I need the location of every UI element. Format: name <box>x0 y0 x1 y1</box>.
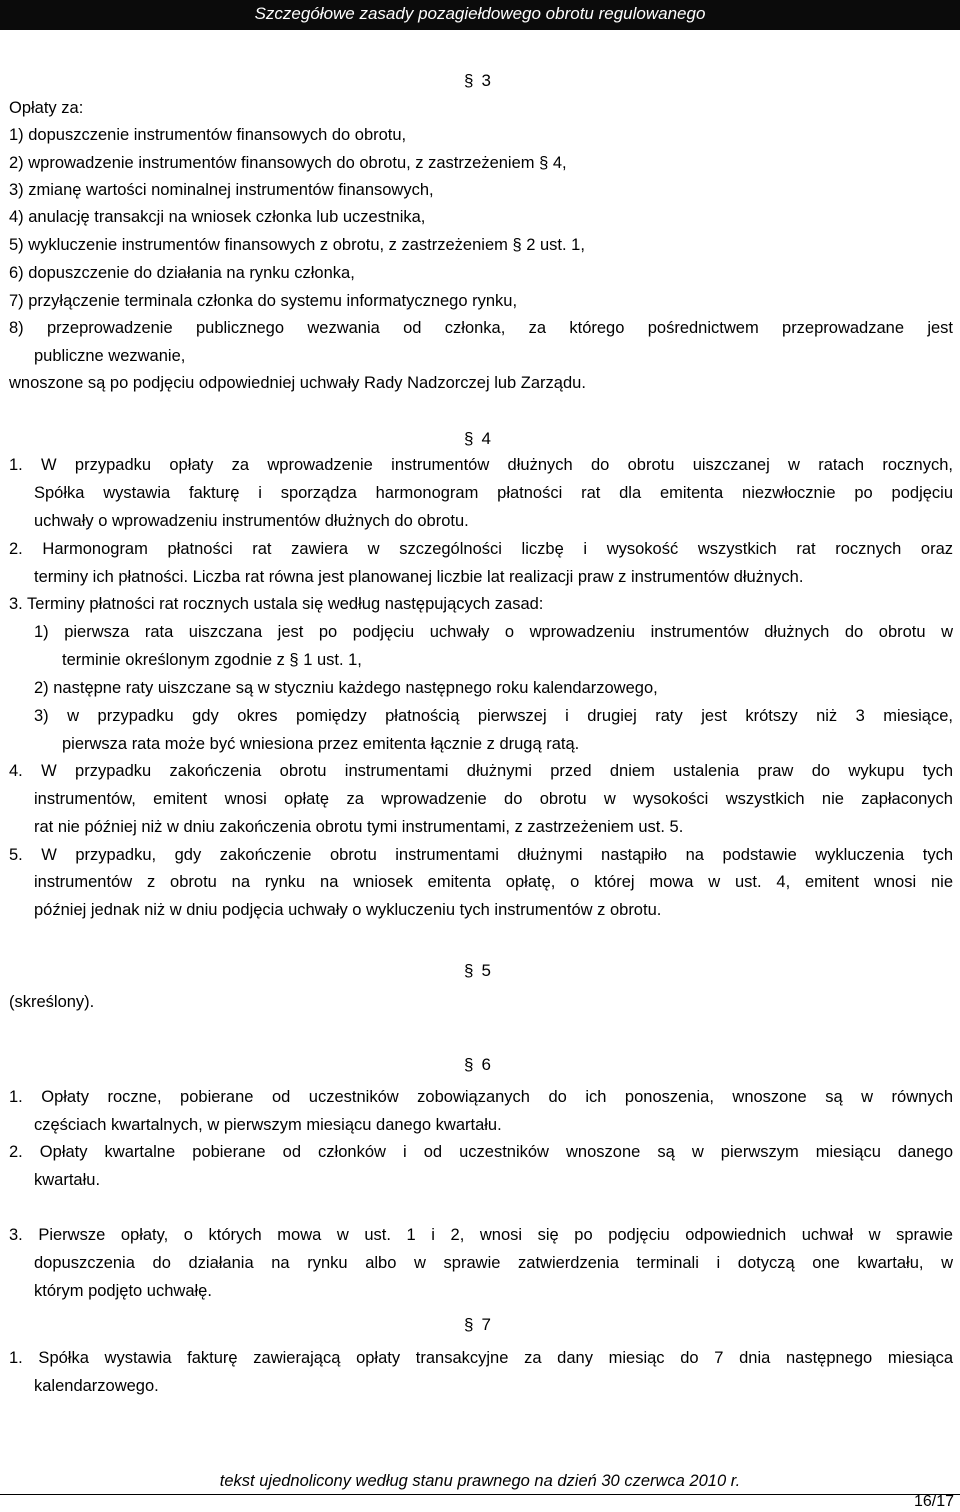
paragraph-line: częściach kwartalnych, w pierwszym miesiącu danego kwartału. <box>34 1116 502 1134</box>
list-item: 1) dopuszczenie instrumentów finansowych do obrotu, <box>9 126 407 144</box>
paragraph-line: kalendarzowego. <box>34 1377 159 1395</box>
paragraph-line: Spółka wystawia fakturę i sporządza harmonogram płatności rat dla emitenta niezwłocznie po podjęciu <box>34 484 953 502</box>
paragraph-line: dopuszczenia do działania na rynku albo w sprawie zatwierdzenia terminali i dotyczą one kwartału, w <box>34 1254 953 1272</box>
paragraph-line: kwartału. <box>34 1171 101 1189</box>
paragraph-line: 5. W przypadku, gdy zakończenie obrotu instrumentami dłużnymi nastąpiło na podstawie wykluczenia tych <box>9 846 953 864</box>
section-glyph: § <box>464 71 474 90</box>
section-heading-5 <box>464 960 491 982</box>
paragraph-line: instrumentów, emitent wnosi opłatę za wprowadzenie do obrotu w wysokości wszystkich nie zapłaconych <box>34 790 953 808</box>
section-number: 7 <box>481 1315 491 1334</box>
section-number: 3 <box>481 71 491 90</box>
paragraph-line: którym podjęto uchwałę. <box>34 1282 212 1300</box>
list-item: 6) dopuszczenie do działania na rynku członka, <box>9 264 355 282</box>
list-item: 7) przyłączenie terminala członka do systemu informatycznego rynku, <box>9 292 518 310</box>
par3-closing: wnoszone są po podjęciu odpowiedniej uchwały Rady Nadzorczej lub Zarządu. <box>9 374 586 392</box>
list-item: 8) przeprowadzenie publicznego wezwania od członka, za którego pośrednictwem przeprowadzane jest <box>9 319 953 337</box>
section-heading-7 <box>464 1314 491 1336</box>
paragraph-line: 3. Pierwsze opłaty, o których mowa w ust. 1 i 2, wnosi się po podjęciu odpowiednich uchwał w sprawie <box>9 1226 953 1244</box>
document-header <box>0 0 960 30</box>
list-item: 2) wprowadzenie instrumentów finansowych do obrotu, z zastrzeżeniem § 4, <box>9 154 567 172</box>
section-glyph: § <box>464 429 474 448</box>
list-item: 2) następne raty uiszczane są w styczniu każdego następnego roku kalendarzowego, <box>34 679 658 697</box>
paragraph-line: 3. Terminy płatności rat rocznych ustala się według następujących zasad: <box>9 595 544 613</box>
paragraph-line: 2. Harmonogram płatności rat zawiera w szczególności liczbę i wysokość wszystkich rat rocznych oraz <box>9 540 953 558</box>
paragraph-line: uchwały o wprowadzeniu instrumentów dłużnych do obrotu. <box>34 512 469 530</box>
section-number: 5 <box>481 961 491 980</box>
par3-intro: Opłaty za: <box>9 99 84 117</box>
list-item-continuation: publiczne wezwanie, <box>34 347 186 365</box>
list-item-continuation: terminie określonym zgodnie z § 1 ust. 1, <box>62 651 362 669</box>
document-footer: tekst ujednolicony według stanu prawnego na dzień 30 czerwca 2010 r. <box>219 1472 741 1490</box>
section-heading-6 <box>464 1054 491 1076</box>
paragraph-line: 1. W przypadku opłaty za wprowadzenie instrumentów dłużnych do obrotu uiszczanej w ratach rocznych, <box>9 456 953 474</box>
paragraph-line: później jednak niż w dniu podjęcia uchwały o wykluczeniu tych instrumentów z obrotu. <box>34 901 662 919</box>
section-heading-3 <box>464 70 491 92</box>
header-title: Szczegółowe zasady pozagiełdowego obrotu regulowanego <box>254 4 706 23</box>
section-number: 4 <box>481 429 491 448</box>
list-item: 1) pierwsza rata uiszczana jest po podjęciu uchwały o wprowadzeniu instrumentów dłużnych do obrotu w <box>34 623 953 641</box>
section-glyph: § <box>464 961 474 980</box>
list-item-continuation: pierwsza rata może być wniesiona przez emitenta łącznie z drugą ratą. <box>62 735 580 753</box>
paragraph-line: terminy ich płatności. Liczba rat równa jest planowanej liczbie lat realizacji praw z instrumentów dłużnych. <box>34 568 804 586</box>
list-item: 3) zmianę wartości nominalnej instrumentów finansowych, <box>9 181 434 199</box>
footer-divider <box>0 1494 960 1495</box>
paragraph-line: 4. W przypadku zakończenia obrotu instrumentami dłużnymi przed dniem ustalenia praw do wykupu tych <box>9 762 953 780</box>
paragraph-line: 1. Opłaty roczne, pobierane od uczestników zobowiązanych do ich ponoszenia, wnoszone są w równych <box>9 1088 953 1106</box>
section-glyph: § <box>464 1055 474 1074</box>
page-number: 16/17 <box>913 1493 954 1510</box>
list-item: 5) wykluczenie instrumentów finansowych z obrotu, z zastrzeżeniem § 2 ust. 1, <box>9 236 585 254</box>
section-glyph: § <box>464 1315 474 1334</box>
paragraph-line: instrumentów z obrotu na rynku na wniosek emitenta opłatę, o której mowa w ust. 4, emitent wnosi nie <box>34 873 953 891</box>
list-item: 3) w przypadku gdy okres pomiędzy płatnością pierwszej i drugiej raty jest krótszy niż 3 miesiące, <box>34 707 953 725</box>
section-heading-4 <box>464 428 491 450</box>
section-number: 6 <box>481 1055 491 1074</box>
paragraph-line: 1. Spółka wystawia fakturę zawierającą opłaty transakcyjne za dany miesiąc do 7 dnia następnego miesiąca <box>9 1349 953 1367</box>
paragraph-line: 2. Opłaty kwartalne pobierane od członków i od uczestników wnoszone są w pierwszym miesiącu danego <box>9 1143 953 1161</box>
list-item: 4) anulację transakcji na wniosek członka lub uczestnika, <box>9 208 426 226</box>
paragraph-line: rat nie później niż w dniu zakończenia obrotu tymi instrumentami, z zastrzeżeniem ust. 5. <box>34 818 684 836</box>
par5-text: (skreślony). <box>9 993 95 1011</box>
